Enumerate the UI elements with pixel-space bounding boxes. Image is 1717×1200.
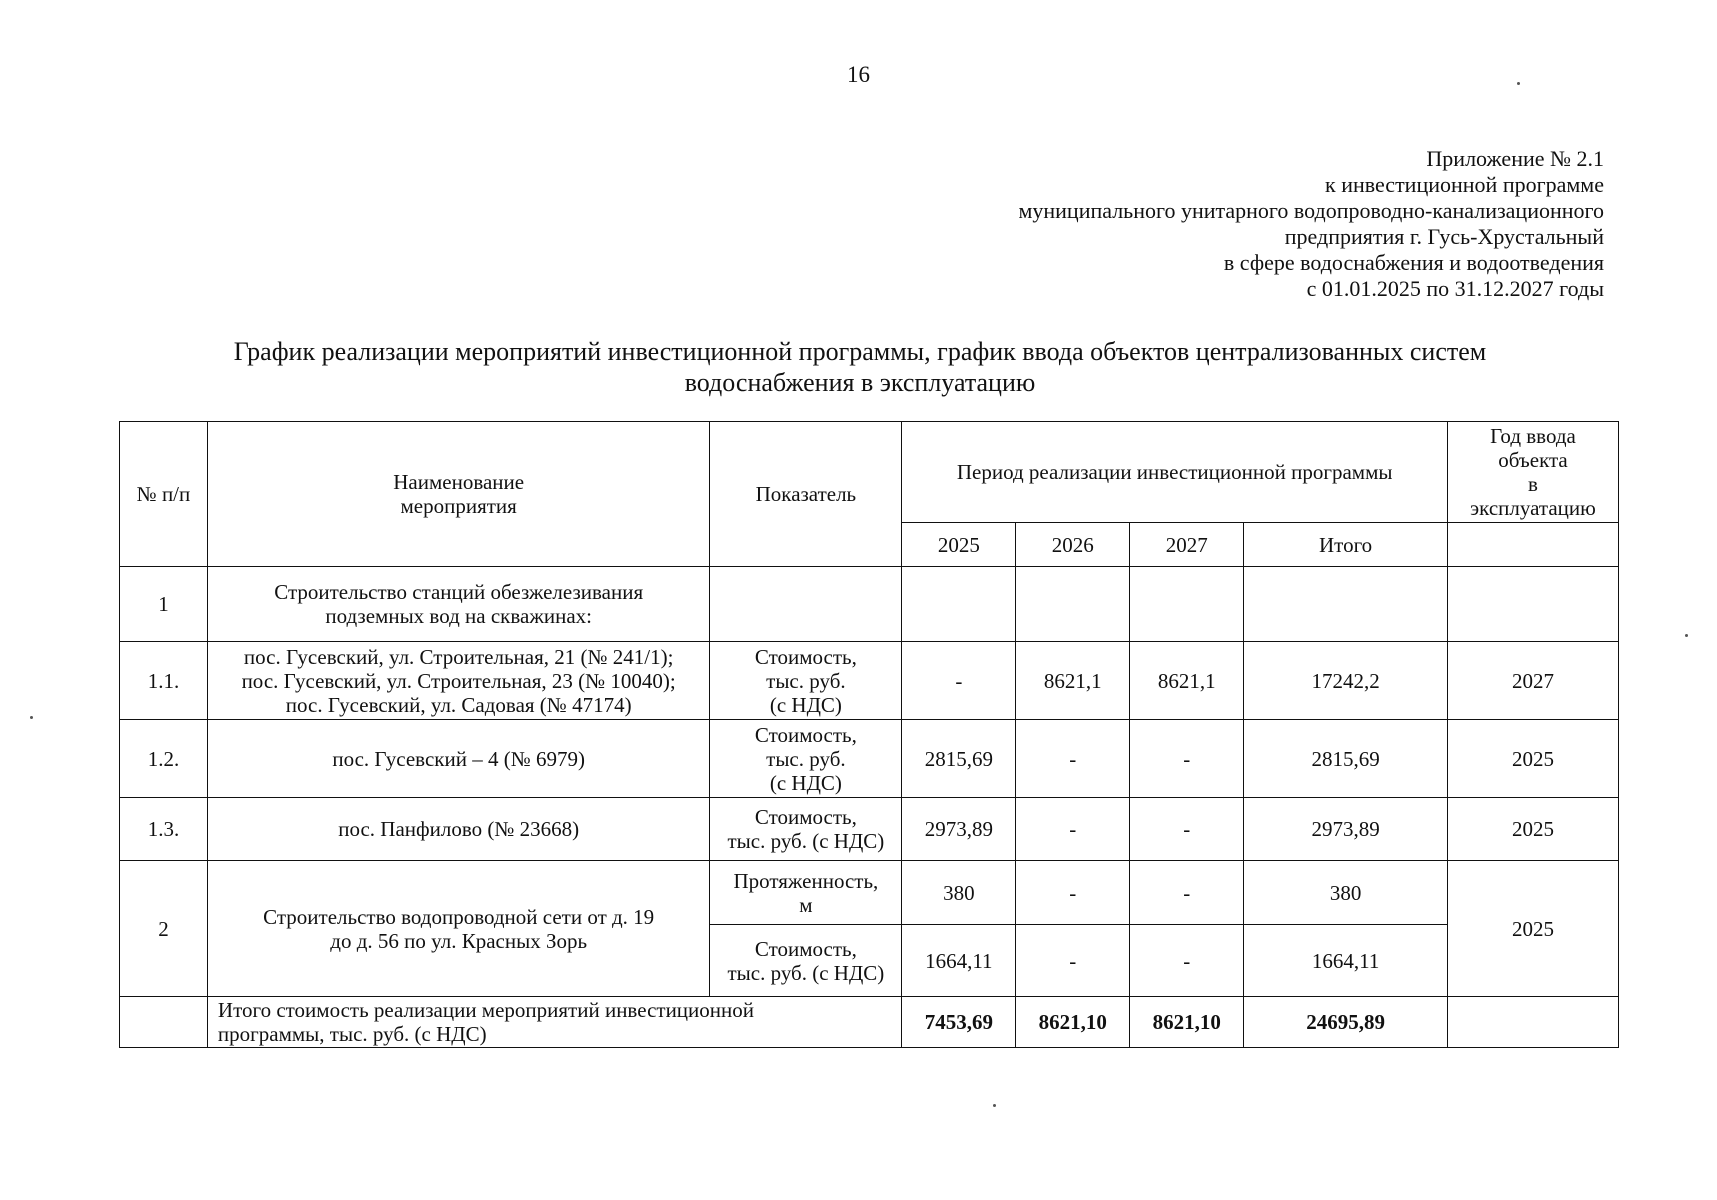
indicator-line: тыс. руб. bbox=[766, 668, 846, 693]
title-line: График реализации мероприятий инвестиционной программы, график ввода объектов централизованных систем bbox=[233, 337, 1487, 366]
table-row bbox=[120, 567, 1619, 642]
scan-speck bbox=[1517, 82, 1520, 85]
total-2026: 8621,10 bbox=[1016, 997, 1130, 1048]
cell-commission: 2027 bbox=[1448, 642, 1619, 720]
cell-2025: 380 bbox=[902, 861, 1016, 925]
cell-2026: - bbox=[1016, 720, 1130, 798]
indicator-line: Протяженность, bbox=[733, 868, 879, 893]
page-number: 16 bbox=[847, 62, 870, 87]
cell-2026: 8621,1 bbox=[1016, 642, 1130, 720]
appendix-line: Приложение № 2.1 bbox=[1426, 146, 1604, 171]
cell-2026: - bbox=[1016, 861, 1130, 925]
empty-cell bbox=[710, 567, 902, 642]
header-row bbox=[120, 422, 1619, 523]
cell-2027: - bbox=[1130, 861, 1244, 925]
appendix-line: предприятия г. Гусь-Хрустальный bbox=[1284, 224, 1604, 249]
appendix-header bbox=[1018, 146, 1604, 302]
empty-cell bbox=[1130, 567, 1244, 642]
indicator-line: Стоимость, bbox=[754, 644, 857, 669]
row-name bbox=[207, 642, 710, 720]
row-name-line: пос. Гусевский, ул. Садовая (№ 47174) bbox=[285, 692, 632, 717]
document-title bbox=[120, 336, 1600, 398]
empty-cell bbox=[1448, 567, 1619, 642]
empty-cell bbox=[902, 567, 1016, 642]
header-commission-year bbox=[1448, 422, 1619, 523]
row-name-line: Строительство станций обезжелезивания bbox=[274, 580, 644, 604]
header-commission-line: в bbox=[1528, 472, 1538, 496]
row-name-line: пос. Гусевский, ул. Строительная, 23 (№ 10040); bbox=[241, 668, 676, 693]
row-name-line: до д. 56 по ул. Красных Зорь bbox=[330, 928, 588, 953]
row-indicator bbox=[710, 798, 902, 861]
row-indicator bbox=[710, 861, 902, 925]
total-row bbox=[120, 997, 1619, 1048]
empty-cell bbox=[1244, 567, 1448, 642]
row-name-line: Строительство водопроводной сети от д. 19 bbox=[263, 904, 655, 929]
indicator-line: тыс. руб. bbox=[766, 746, 846, 771]
scan-speck bbox=[1685, 634, 1688, 637]
investment-schedule-table bbox=[119, 421, 1619, 1048]
appendix-line: муниципального унитарного водопроводно-канализационного bbox=[1018, 198, 1604, 223]
row-indicator bbox=[710, 642, 902, 720]
indicator-line: Стоимость, bbox=[754, 722, 857, 747]
total-2027: 8621,10 bbox=[1130, 997, 1244, 1048]
header-num: № п/п bbox=[120, 422, 208, 567]
header-indicator: Показатель bbox=[710, 422, 902, 567]
row-name bbox=[207, 567, 710, 642]
header-total: Итого bbox=[1244, 523, 1448, 567]
empty-cell bbox=[1016, 567, 1130, 642]
table-row bbox=[120, 720, 1619, 798]
table-row bbox=[120, 642, 1619, 720]
row-name-line: подземных вод на скважинах: bbox=[325, 604, 592, 628]
scan-speck bbox=[30, 716, 33, 719]
cell-2025: 1664,11 bbox=[902, 925, 1016, 997]
cell-2025: 2815,69 bbox=[902, 720, 1016, 798]
row-name-line: пос. Гусевский, ул. Строительная, 21 (№ 241/1); bbox=[243, 644, 674, 669]
cell-2026: - bbox=[1016, 798, 1130, 861]
indicator-line: тыс. руб. (с НДС) bbox=[727, 829, 885, 853]
header-commission-line: объекта bbox=[1498, 448, 1568, 472]
header-name bbox=[207, 422, 710, 567]
header-period: Период реализации инвестиционной программы bbox=[902, 422, 1448, 523]
row-indicator bbox=[710, 925, 902, 997]
table-row bbox=[120, 861, 1619, 925]
cell-2027: - bbox=[1130, 720, 1244, 798]
cell-2025: - bbox=[902, 642, 1016, 720]
cell-total: 380 bbox=[1244, 861, 1448, 925]
cell-2027: - bbox=[1130, 925, 1244, 997]
row-num: 1.1. bbox=[120, 642, 208, 720]
indicator-line: (с НДС) bbox=[769, 770, 842, 795]
row-num: 1.3. bbox=[120, 798, 208, 861]
row-name: пос. Гусевский – 4 (№ 6979) bbox=[207, 720, 710, 798]
indicator-line: тыс. руб. (с НДС) bbox=[727, 960, 885, 985]
total-sum: 24695,89 bbox=[1244, 997, 1448, 1048]
appendix-line: в сфере водоснабжения и водоотведения bbox=[1223, 250, 1604, 275]
cell-total: 17242,2 bbox=[1244, 642, 1448, 720]
row-indicator bbox=[710, 720, 902, 798]
empty-cell bbox=[120, 997, 208, 1048]
row-num: 2 bbox=[120, 861, 208, 997]
header-year-2027: 2027 bbox=[1130, 523, 1244, 567]
table-row bbox=[120, 798, 1619, 861]
header-name-line: мероприятия bbox=[400, 494, 517, 518]
cell-2025: 2973,89 bbox=[902, 798, 1016, 861]
indicator-line: м bbox=[799, 892, 813, 917]
title-line: водоснабжения в эксплуатацию bbox=[684, 368, 1036, 397]
row-num: 1 bbox=[120, 567, 208, 642]
empty-cell bbox=[1448, 997, 1619, 1048]
header-year-2025: 2025 bbox=[902, 523, 1016, 567]
header-commission-line: эксплуатацию bbox=[1470, 496, 1596, 520]
cell-2027: - bbox=[1130, 798, 1244, 861]
total-label bbox=[207, 997, 901, 1048]
header-name-line: Наименование bbox=[393, 470, 525, 494]
cell-total: 2973,89 bbox=[1244, 798, 1448, 861]
row-num: 1.2. bbox=[120, 720, 208, 798]
cell-2027: 8621,1 bbox=[1130, 642, 1244, 720]
cell-2026: - bbox=[1016, 925, 1130, 997]
indicator-line: Стоимость, bbox=[754, 805, 857, 829]
row-name: пос. Панфилово (№ 23668) bbox=[207, 798, 710, 861]
indicator-line: Стоимость, bbox=[754, 936, 857, 961]
cell-total: 1664,11 bbox=[1244, 925, 1448, 997]
total-2025: 7453,69 bbox=[902, 997, 1016, 1048]
scan-speck bbox=[993, 1104, 996, 1107]
appendix-line: к инвестиционной программе bbox=[1325, 172, 1604, 197]
header-year-2026: 2026 bbox=[1016, 523, 1130, 567]
cell-total: 2815,69 bbox=[1244, 720, 1448, 798]
header-commission-line: Год ввода bbox=[1490, 424, 1576, 448]
appendix-line: с 01.01.2025 по 31.12.2027 годы bbox=[1306, 276, 1604, 301]
total-label-line: Итого стоимость реализации мероприятий инвестиционной bbox=[217, 998, 754, 1022]
indicator-line: (с НДС) bbox=[769, 692, 842, 717]
header-empty bbox=[1448, 523, 1619, 567]
cell-commission: 2025 bbox=[1448, 798, 1619, 861]
total-label-line: программы, тыс. руб. (с НДС) bbox=[217, 1022, 487, 1046]
cell-commission: 2025 bbox=[1448, 861, 1619, 997]
cell-commission: 2025 bbox=[1448, 720, 1619, 798]
row-name bbox=[207, 861, 710, 997]
